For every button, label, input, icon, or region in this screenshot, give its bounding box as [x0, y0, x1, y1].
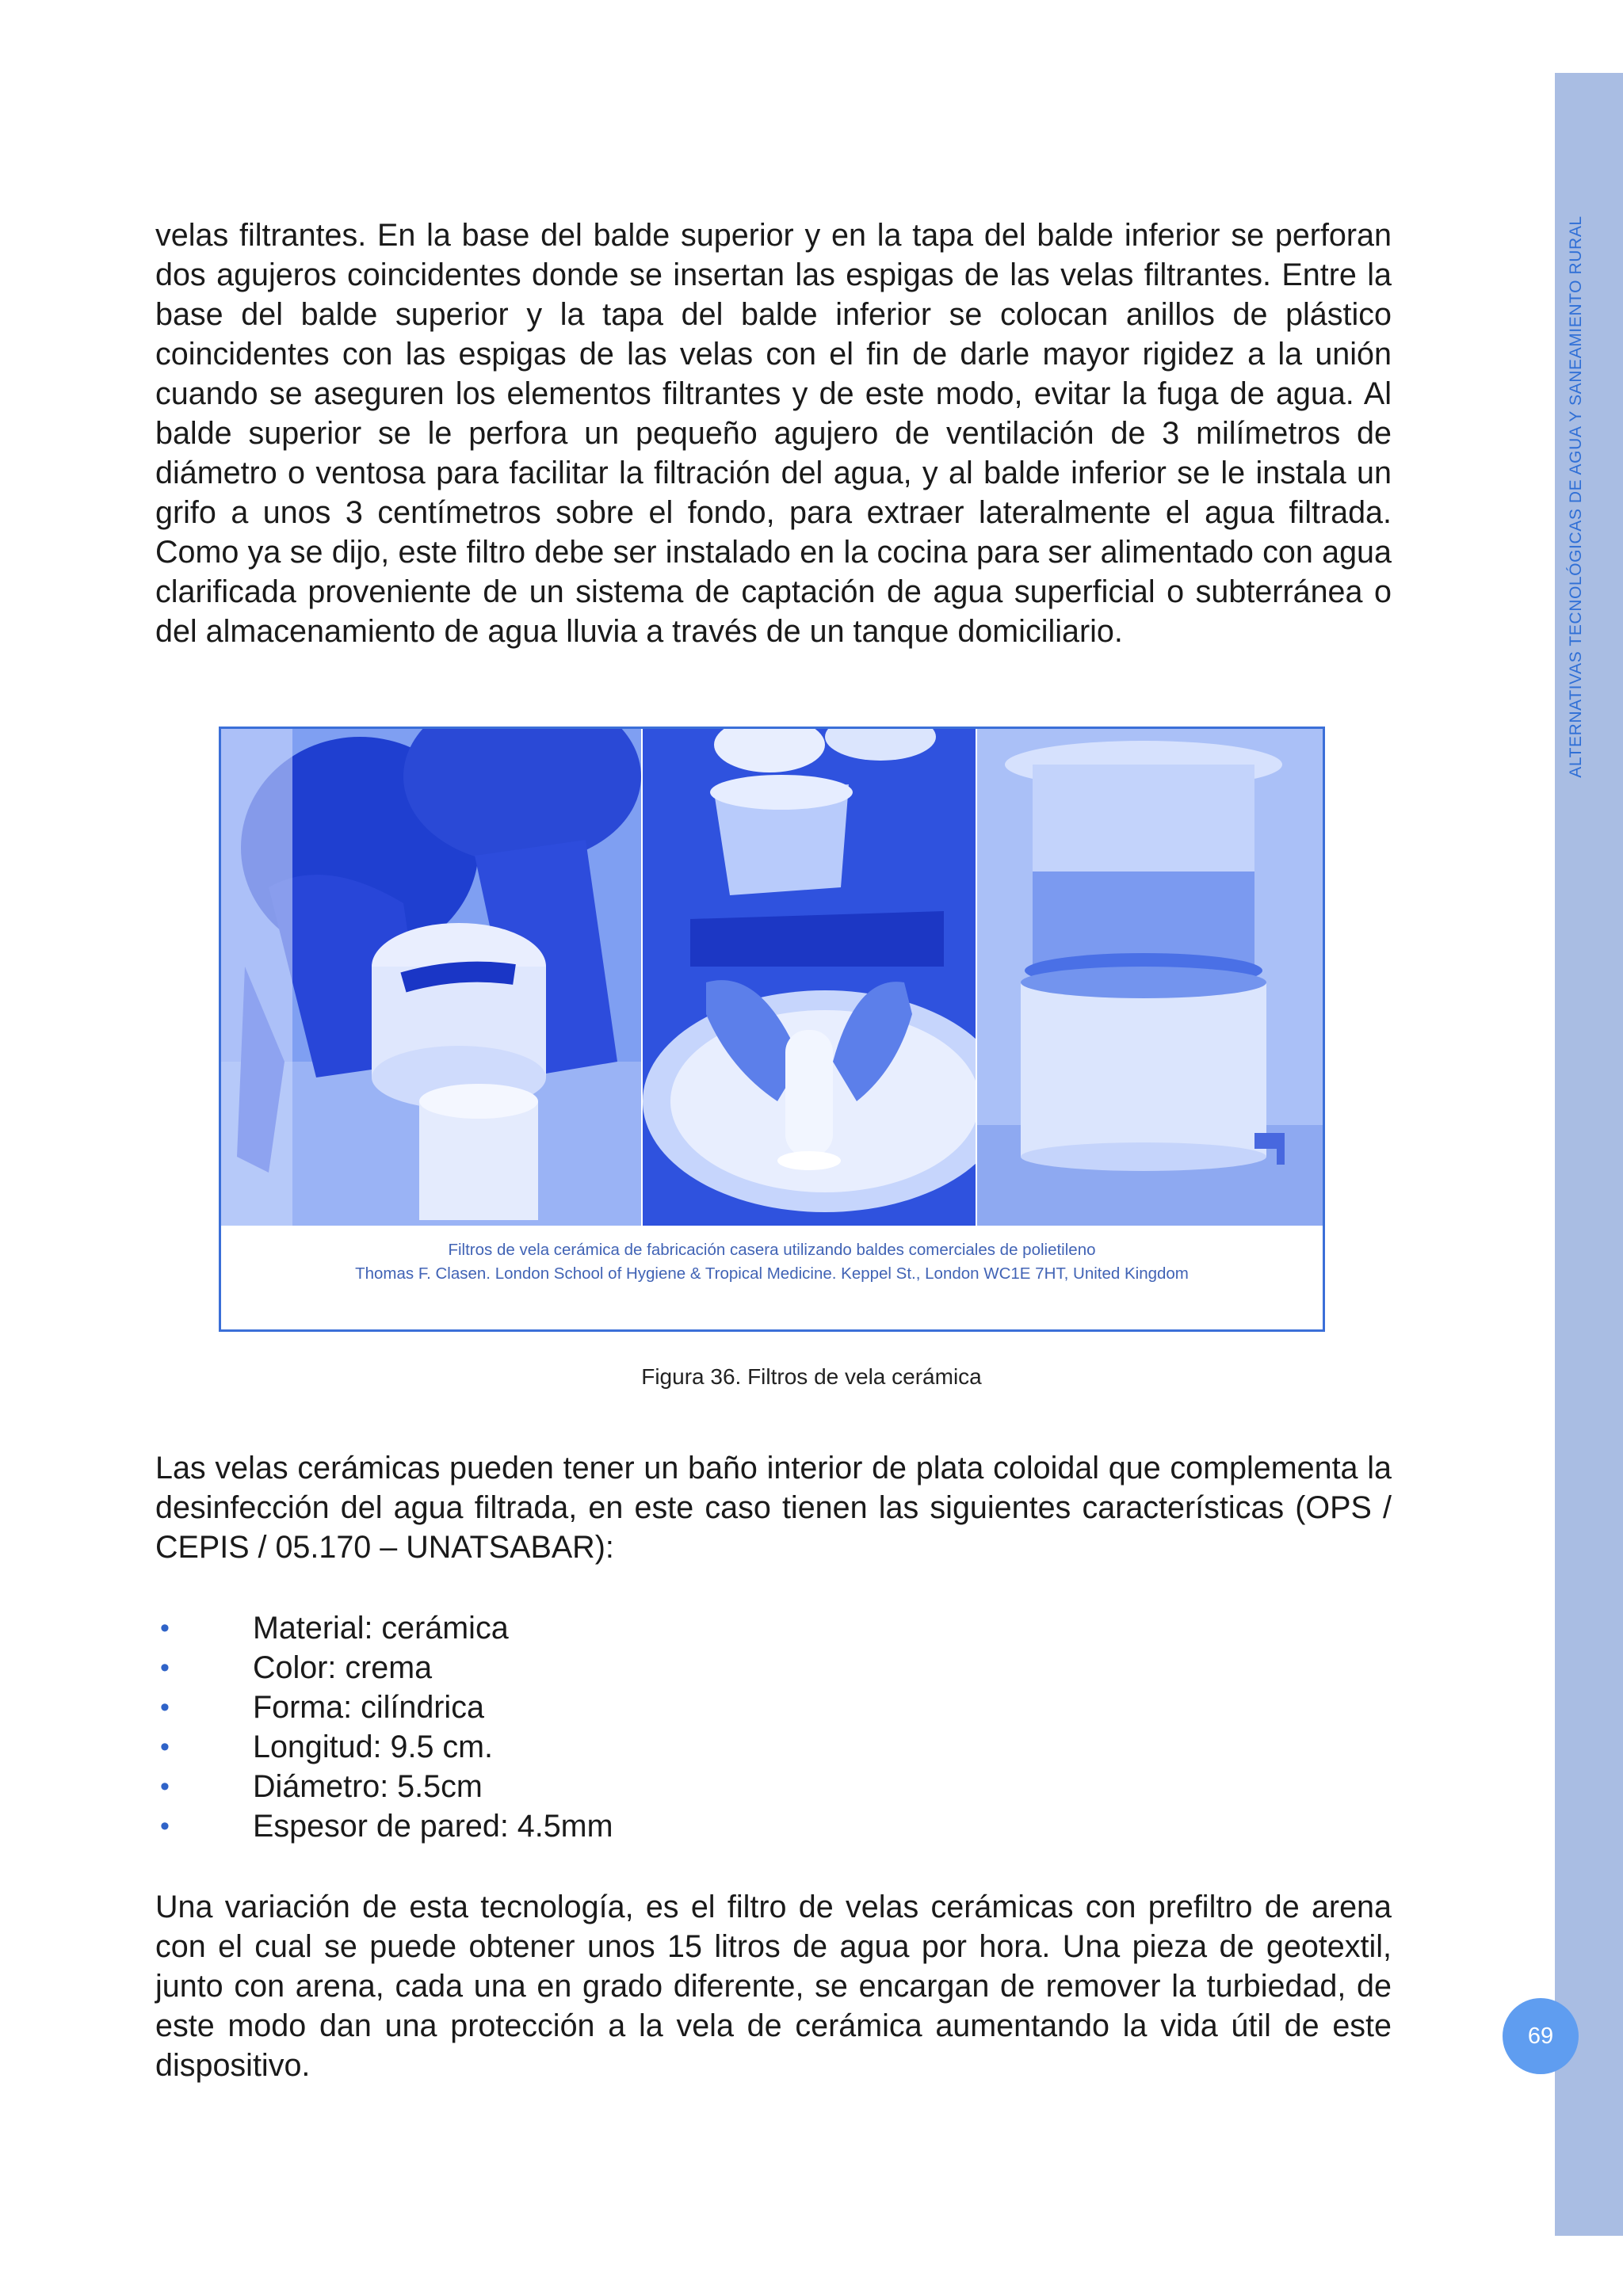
- characteristics-list: [155, 1608, 1392, 1846]
- list-item: [155, 1648, 1392, 1688]
- figure-credit-line-1: Filtros de vela cerámica de fabricación casera utilizando baldes comerciales de polietileno: [448, 1241, 1096, 1259]
- list-item: [155, 1806, 1392, 1846]
- bullet-marker: •: [160, 1772, 170, 1802]
- paragraph-prefiltro-arena: Una variación de esta tecnología, es el filtro de velas cerámicas con prefiltro de arena con el cual se puede obtener unos 15 litros de agua por hora. Una pieza de geotextil, junto con arena, cada una en grado diferente, se encargan de remover la turbiedad, de este modo dan una protección a la vela de cerámica aumentando la vida útil de este dispositivo.: [155, 1890, 1392, 2083]
- list-item-text: Longitud: 9.5 cm.: [253, 1730, 494, 1764]
- photo-assembled-filter: [977, 729, 1323, 1226]
- bullet-marker: •: [160, 1732, 170, 1762]
- bullet-marker: •: [160, 1653, 170, 1683]
- list-item: [155, 1727, 1392, 1767]
- figure-36: [219, 727, 1325, 1332]
- list-item: [155, 1688, 1392, 1727]
- photo-person-assembling-filter: [221, 729, 641, 1226]
- list-item: [155, 1608, 1392, 1648]
- paragraph-velas-ceramicas: Las velas cerámicas pueden tener un baño interior de plata coloidal que complementa la desinfección del agua filtrada, en este caso tienen las siguientes características (OPS / CEPIS / 05.170 – UNATSABAR):: [155, 1451, 1392, 1565]
- figure-credit-line-2: Thomas F. Clasen. London School of Hygiene & Tropical Medicine. Keppel St., London WC1E 7HT, United Kingdom: [355, 1264, 1189, 1283]
- page-number-badge: 69: [1503, 1998, 1579, 2074]
- list-item-text: Diámetro: 5.5cm: [253, 1769, 483, 1804]
- list-item-text: Color: crema: [253, 1650, 433, 1685]
- list-item-text: Material: cerámica: [253, 1611, 509, 1646]
- list-item-text: Espesor de pared: 4.5mm: [253, 1809, 613, 1844]
- photo-inserting-candle: [643, 729, 976, 1226]
- bullet-marker: •: [160, 1811, 170, 1841]
- list-item: [155, 1767, 1392, 1806]
- bullet-marker: •: [160, 1692, 170, 1722]
- paragraph-velas-filtrantes: velas filtrantes. En la base del balde superior y en la tapa del balde inferior se perforan dos agujeros coincidentes donde se insertan las espigas de las velas filtrantes. Entre la base del balde superior y la tapa del balde inferior se colocan anillos de plástico coincidentes con las espigas de las velas con el fin de darle mayor rigidez a la unión cuando se aseguren los elementos filtrantes y de este modo, evitar la fuga de agua. Al balde superior se le perfora un pequeño agujero de ventilación de 3 milímetros de diámetro o ventosa para facilitar la filtración del agua, y al balde inferior se le instala un grifo a unos 3 centímetros sobre el fondo, para extraer lateralmente el agua filtrada. Como ya se dijo, este filtro debe ser instalado en la cocina para ser alimentado con agua clarificada proveniente de un sistema de captación de agua superficial o subterránea o del almacenamiento de agua lluvia a través de un tanque domiciliario.: [155, 218, 1392, 649]
- bullet-marker: •: [160, 1613, 170, 1643]
- figure-caption: Figura 36. Filtros de vela cerámica: [641, 1364, 982, 1389]
- running-header-vertical: ALTERNATIVAS TECNOLÓGICAS DE AGUA Y SANEAMIENTO RURAL: [1567, 215, 1585, 778]
- list-item-text: Forma: cilíndrica: [253, 1690, 484, 1725]
